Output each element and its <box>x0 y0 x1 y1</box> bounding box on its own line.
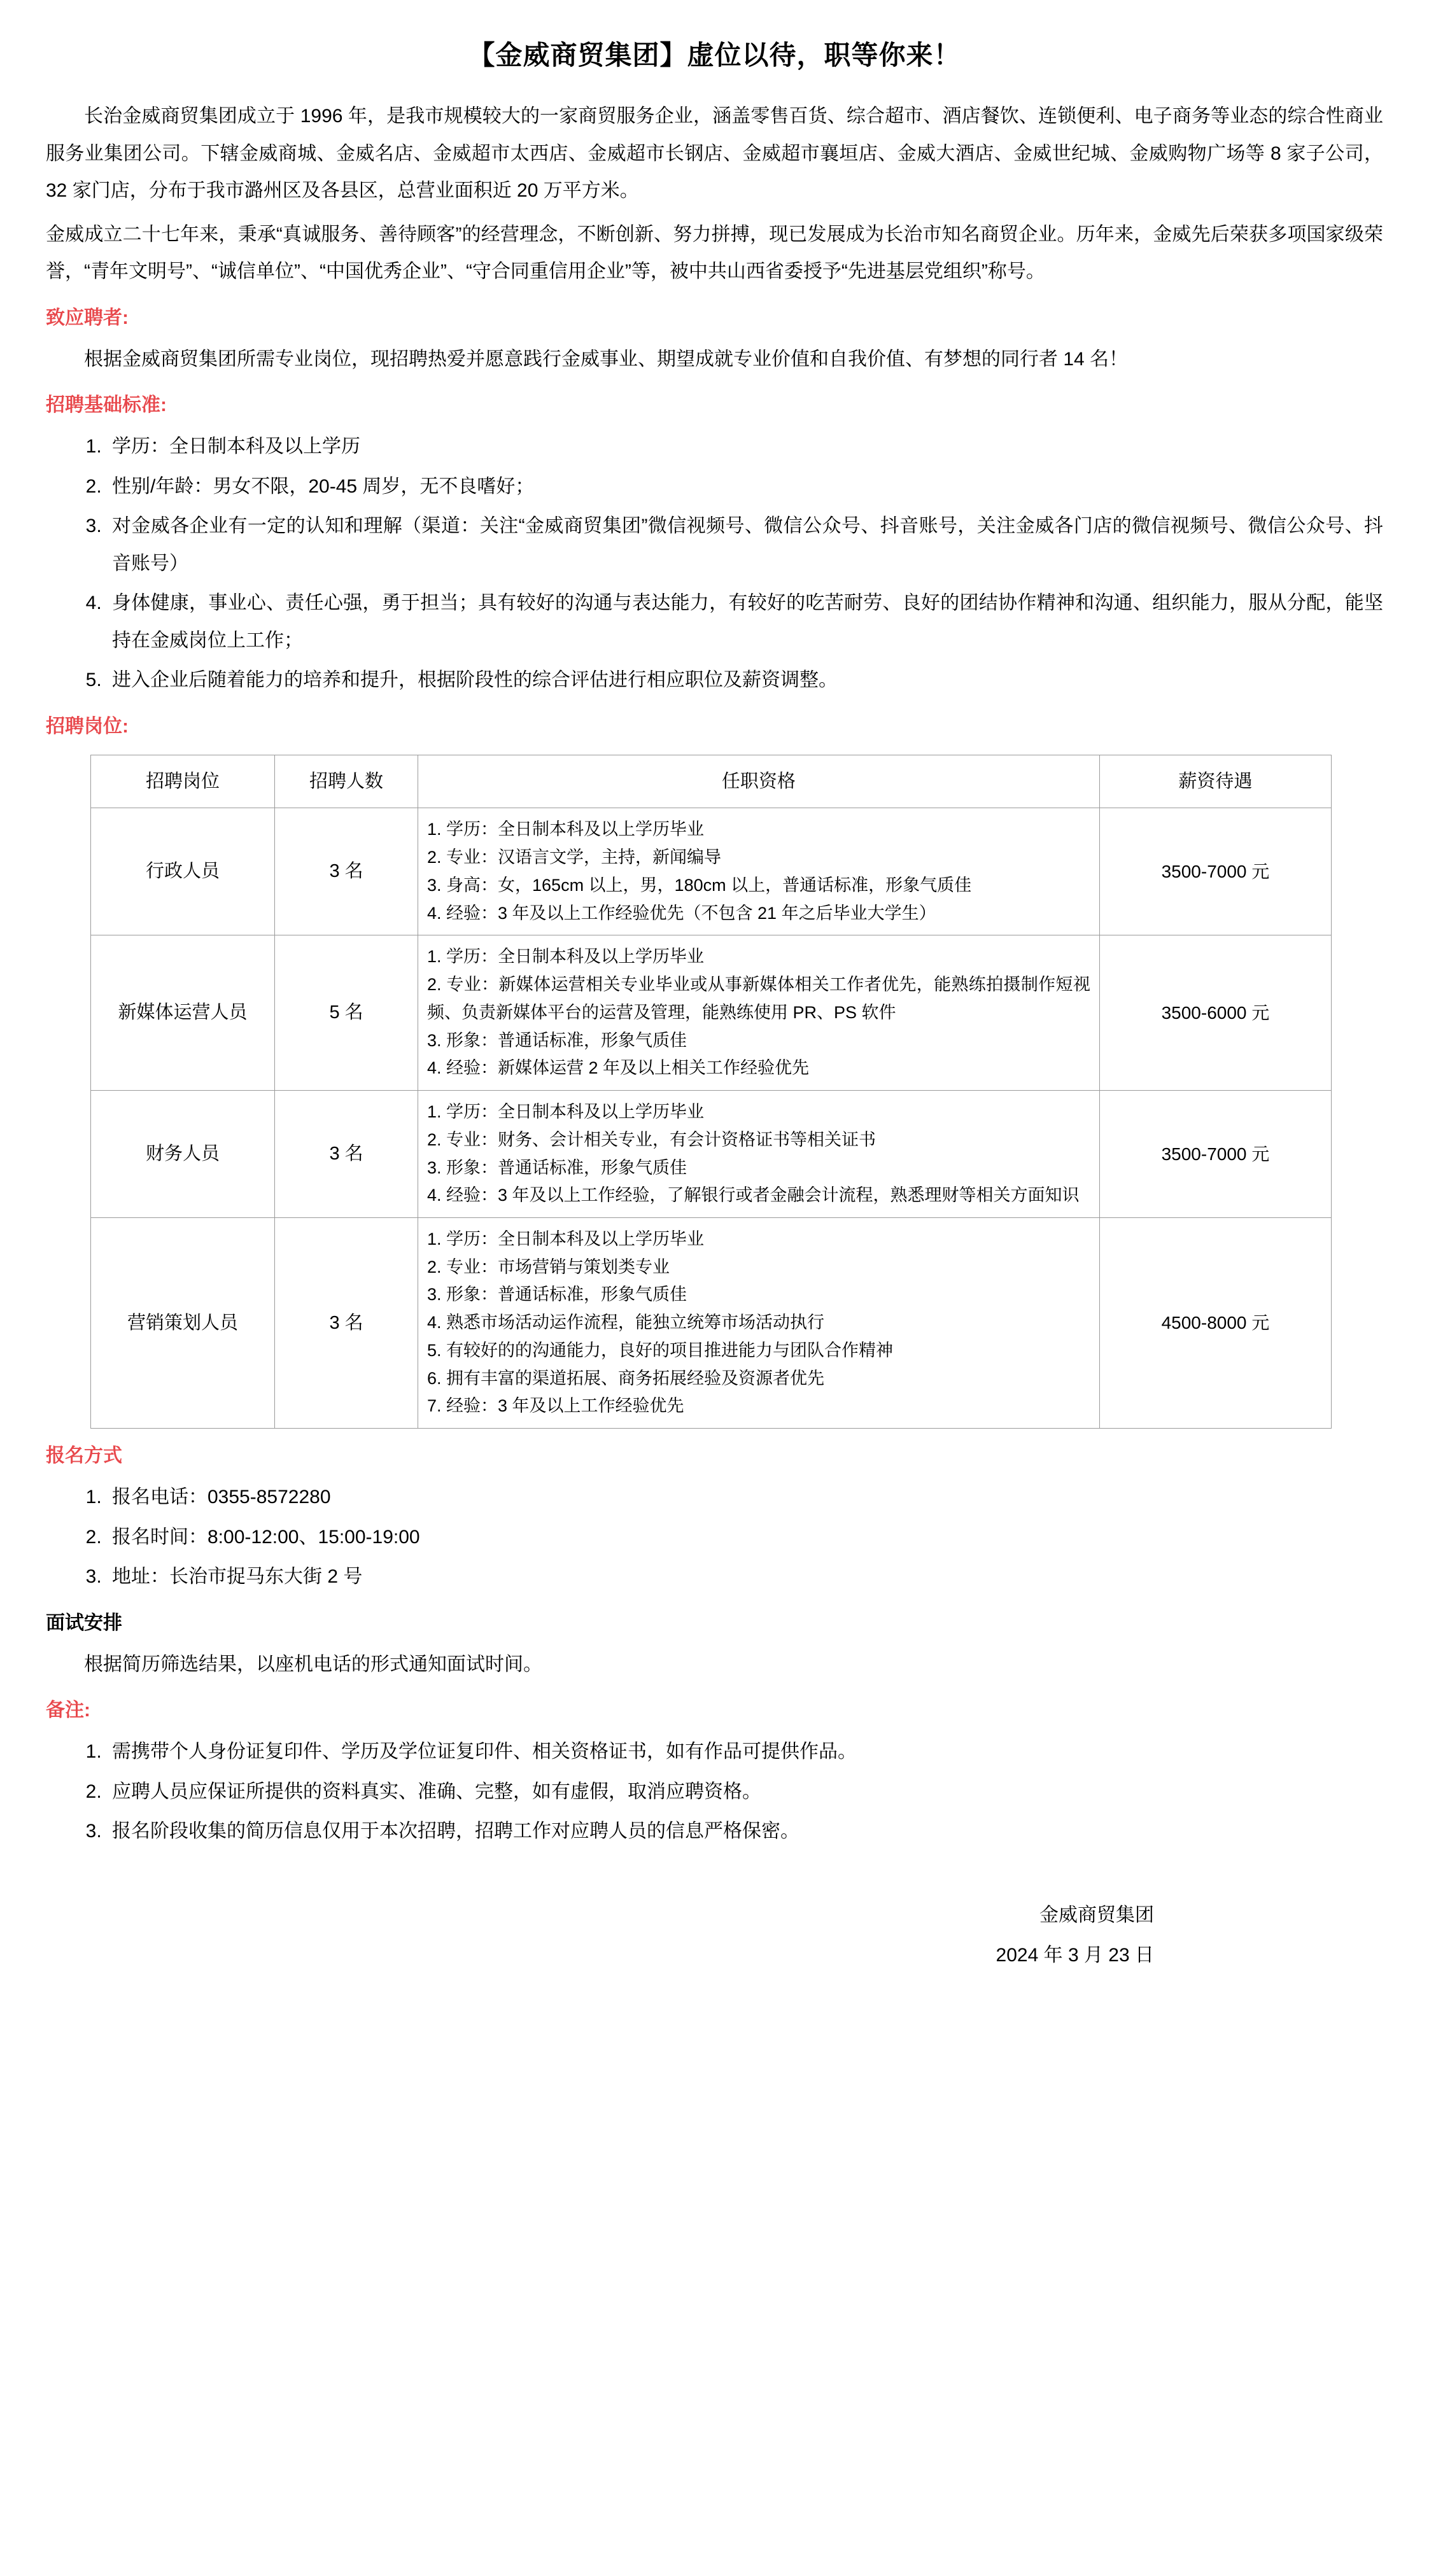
cell-post: 行政人员 <box>91 808 275 935</box>
section-heading-positions: 招聘岗位: <box>46 715 129 737</box>
table-row <box>91 935 1332 1091</box>
column-header-salary: 薪资待遇 <box>1099 755 1331 808</box>
requirement-line: 2. 专业：市场营销与策划类专业 <box>427 1257 670 1277</box>
requirement-line: 1. 学历：全日制本科及以上学历毕业 <box>427 1229 705 1249</box>
requirement-line: 5. 有较好的的沟通能力，良好的项目推进能力与团队合作精神 <box>427 1340 894 1360</box>
requirement-line: 4. 经验：3 年及以上工作经验，了解银行或者金融会计流程，熟悉理财等相关方面知识 <box>427 1186 1080 1205</box>
table-header-row <box>91 755 1332 808</box>
requirement-line: 2. 专业：汉语言文学，主持，新闻编导 <box>427 848 722 867</box>
requirement-line: 4. 经验：新媒体运营 2 年及以上相关工作经验优先 <box>427 1058 810 1078</box>
requirement-line: 3. 形象：普通话标准，形象气质佳 <box>427 1285 687 1305</box>
list-item: 2. 性别/年龄：男女不限，20-45 周岁，无不良嗜好； <box>107 468 1383 506</box>
cell-post: 新媒体运营人员 <box>91 935 275 1091</box>
cell-requirements <box>418 935 1100 1091</box>
cell-salary: 3500-7000 元 <box>1099 1091 1331 1218</box>
basic-standards-list <box>46 428 1383 699</box>
list-item: 3. 对金威各企业有一定的认知和理解（渠道：关注“金威商贸集团”微信视频号、微信公众号、抖音账号，关注金威各门店的微信视频号、微信公众号、抖音账号） <box>107 508 1383 582</box>
cell-requirements <box>418 1091 1100 1218</box>
list-item: 3. 报名阶段收集的简历信息仅用于本次招聘，招聘工作对应聘人员的信息严格保密。 <box>107 1813 1383 1851</box>
list-item: 2. 应聘人员应保证所提供的资料真实、准确、完整，如有虚假，取消应聘资格。 <box>107 1774 1383 1811</box>
intro-paragraph-1: 长治金威商贸集团成立于 1996 年，是我市规模较大的一家商贸服务企业，涵盖零售百货、综合超市、酒店餐饮、连锁便利、电子商务等业态的综合性商业服务业集团公司。下辖金威商城、金威名店、金威超市太西店、金威超市长钢店、金威超市襄垣店、金威大酒店、金威世纪城、金威购物广场等 8 家子公司，32 家门店，分布于我市潞州区及各县区，总营业面积近 20 万平方米。 <box>46 106 1383 201</box>
requirement-line: 2. 专业：财务、会计相关专业，有会计资格证书等相关证书 <box>427 1130 876 1149</box>
cell-count: 5 名 <box>275 935 418 1091</box>
requirement-line: 1. 学历：全日制本科及以上学历毕业 <box>427 947 705 967</box>
table-row <box>91 1218 1332 1429</box>
list-item: 1. 学历：全日制本科及以上学历 <box>107 428 1383 466</box>
section-heading-apply: 报名方式 <box>46 1445 122 1467</box>
list-item: 3. 地址：长治市捉马东大街 2 号 <box>107 1558 1383 1596</box>
cell-count: 3 名 <box>275 808 418 935</box>
intro-paragraph-2: 金威成立二十七年来，秉承“真诚服务、善待顾客”的经营理念，不断创新、努力拼搏，现已发展成为长治市知名商贸企业。历年来，金威先后荣获多项国家级荣誉，“青年文明号”、“诚信单位”、“中国优秀企业”、“守合同重信用企业”等，被中共山西省委授予“先进基层党组织”称号。 <box>46 223 1383 282</box>
signature-block <box>46 1895 1383 1975</box>
list-item: 1. 需携带个人身份证复印件、学历及学位证复印件、相关资格证书，如有作品可提供作品。 <box>107 1733 1383 1771</box>
cell-salary: 4500-8000 元 <box>1099 1218 1331 1429</box>
signature-date: 2024 年 3 月 23 日 <box>996 1944 1154 1966</box>
list-item: 5. 进入企业后随着能力的培养和提升，根据阶段性的综合评估进行相应职位及薪资调整。 <box>107 662 1383 699</box>
requirement-line: 6. 拥有丰富的渠道拓展、商务拓展经验及资源者优先 <box>427 1368 825 1388</box>
page-title: 【金威商贸集团】虚位以待，职等你来！ <box>468 40 961 70</box>
section-heading-to-applicants: 致应聘者: <box>46 307 129 328</box>
cell-count: 3 名 <box>275 1091 418 1218</box>
signature-company: 金威商贸集团 <box>1039 1904 1154 1926</box>
requirement-line: 1. 学历：全日制本科及以上学历毕业 <box>427 820 705 839</box>
column-header-count: 招聘人数 <box>275 755 418 808</box>
apply-list <box>46 1479 1383 1596</box>
positions-table <box>90 755 1332 1429</box>
interview-text: 根据简历筛选结果，以座机电话的形式通知面试时间。 <box>84 1653 542 1675</box>
requirement-line: 4. 熟悉市场活动运作流程，能独立统筹市场活动执行 <box>427 1313 825 1333</box>
cell-count: 3 名 <box>275 1218 418 1429</box>
cell-requirements <box>418 808 1100 935</box>
requirement-line: 7. 经验：3 年及以上工作经验优先 <box>427 1396 684 1416</box>
requirement-line: 4. 经验：3 年及以上工作经验优先（不包含 21 年之后毕业大学生） <box>427 903 936 923</box>
table-row <box>91 808 1332 935</box>
column-header-post: 招聘岗位 <box>91 755 275 808</box>
list-item: 2. 报名时间：8:00-12:00、15:00-19:00 <box>107 1519 1383 1557</box>
list-item: 1. 报名电话：0355-8572280 <box>107 1479 1383 1516</box>
list-item: 4. 身体健康，事业心、责任心强，勇于担当；具有较好的沟通与表达能力，有较好的吃苦耐劳、良好的团结协作精神和沟通、组织能力，服从分配，能坚持在金威岗位上工作； <box>107 585 1383 659</box>
requirement-line: 1. 学历：全日制本科及以上学历毕业 <box>427 1102 705 1122</box>
table-row <box>91 1091 1332 1218</box>
remarks-list <box>46 1733 1383 1851</box>
cell-post: 财务人员 <box>91 1091 275 1218</box>
cell-requirements <box>418 1218 1100 1429</box>
cell-salary: 3500-6000 元 <box>1099 935 1331 1091</box>
cell-salary: 3500-7000 元 <box>1099 808 1331 935</box>
requirement-line: 3. 身高：女，165cm 以上，男，180cm 以上，普通话标准，形象气质佳 <box>427 875 972 895</box>
section-heading-remarks: 备注: <box>46 1700 90 1721</box>
cell-post: 营销策划人员 <box>91 1218 275 1429</box>
section-heading-basic-standards: 招聘基础标准: <box>46 395 167 416</box>
column-header-requirements: 任职资格 <box>418 755 1100 808</box>
requirement-line: 2. 专业：新媒体运营相关专业毕业或从事新媒体相关工作者优先，能熟练拍摄制作短视频、负责新媒体平台的运营及管理，能熟练使用 PR、PS 软件 <box>427 975 1090 1022</box>
requirement-line: 3. 形象：普通话标准，形象气质佳 <box>427 1030 687 1050</box>
to-applicants-text: 根据金威商贸集团所需专业岗位，现招聘热爱并愿意践行金威事业、期望成就专业价值和自我价值、有梦想的同行者 14 名！ <box>84 348 1129 370</box>
requirement-line: 3. 形象：普通话标准，形象气质佳 <box>427 1158 687 1177</box>
section-heading-interview: 面试安排 <box>46 1612 122 1634</box>
